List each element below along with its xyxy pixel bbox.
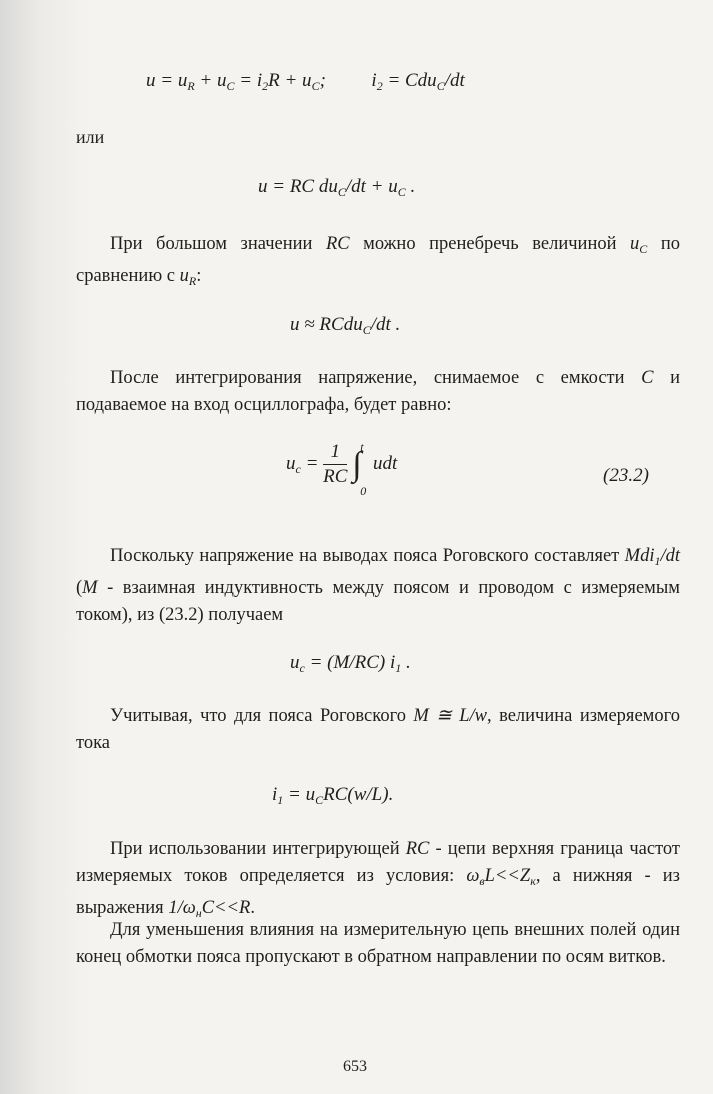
formula-uc: $u_c = (M/RC)$ $i_1$ . bbox=[290, 652, 411, 675]
fraction: $\frac{1}{RC}$ bbox=[323, 441, 348, 487]
formula-integral: $u_c$ = $\frac{1}{RC}$ ∫ t 0 udt bbox=[286, 439, 398, 498]
formula-rc: u = RC $du_C/dt + u_C$ . bbox=[258, 176, 416, 199]
paragraph-frequency-limits: При использовании интегрирующей RC - цепи верхняя граница частот измеряемых токов определяется из условия: $\omega_вL<<Z_к$, а нижняя - из выражения $1/\omega_нC<<R$. bbox=[76, 839, 680, 920]
paragraph-rogowski: Поскольку напряжение на выводах пояса Роговского составляет Mdi$_1$/dt (M - взаимная индуктивность между поясом и проводом с измеряемым током), из (23.2) получаем bbox=[76, 546, 680, 625]
or-word: или bbox=[76, 127, 105, 147]
page-number: 653 bbox=[343, 1058, 367, 1075]
equation-number: (23.2) bbox=[603, 465, 649, 486]
paragraph-large-rc: При большом значении RC можно пренебречь величиной $u_C$ по сравнению с $u_R$: bbox=[76, 234, 680, 288]
formula-approx: u ≈ RCdu$_C$/dt . bbox=[290, 314, 401, 337]
formula-i1: $i_1 = u_CRC(w/L)$. bbox=[272, 784, 394, 807]
paragraph-current: Учитывая, что для пояса Роговского M ≅ L/w, величина измеряемого тока bbox=[76, 706, 680, 753]
integral-sign: ∫ t 0 bbox=[352, 439, 367, 498]
paragraph-external-fields: Для уменьшения влияния на измерительную цепь внешних полей один конец обмотки пояса пропускают в обратном направлении по осям витков. bbox=[76, 920, 680, 967]
paragraph-integration: После интегрирования напряжение, снимаемое с емкости C и подаваемое на вход осциллографа, будет равно: bbox=[76, 368, 680, 415]
formula-voltage-sum: $u = u_R + u_C = i_2R + u_C$; $i_2 = Cdu_C/dt$ bbox=[146, 70, 465, 93]
